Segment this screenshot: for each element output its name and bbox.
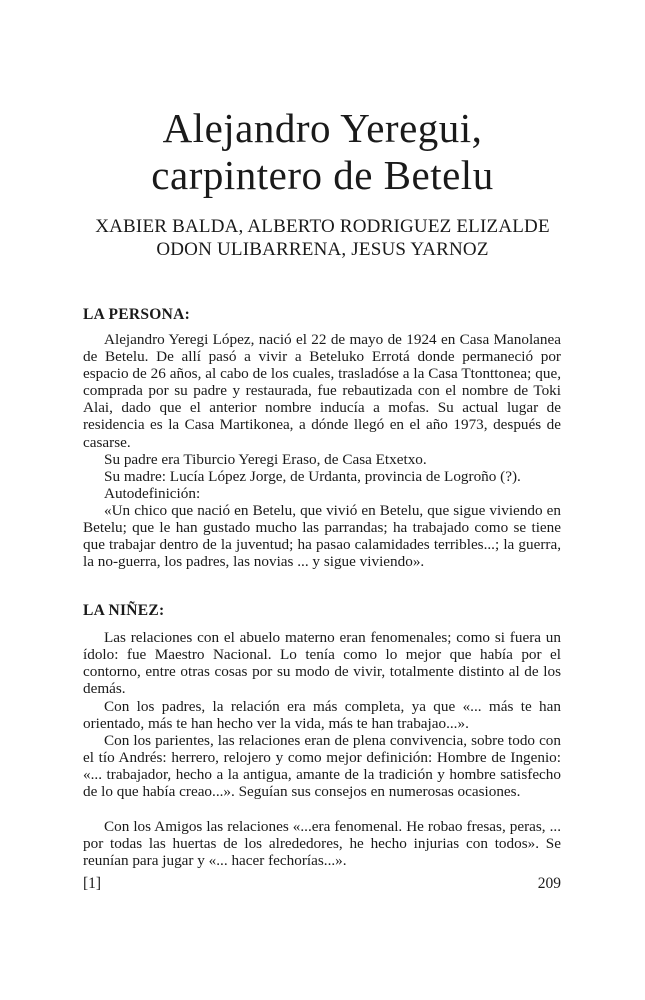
article-title-line-1: Alejandro Yeregui, — [162, 105, 483, 151]
page-marker: [1] — [83, 875, 102, 892]
paragraph: Su madre: Lucía López Jorge, de Urdanta, provincia de Logroño (?). — [104, 468, 521, 485]
article-title-line-2: carpintero de Betelu — [151, 152, 494, 198]
paragraph: «Un chico que nació en Betelu, que vivió en Betelu, que sigue viviendo en Betelu; que le han gustado mucho las parrandas; ha trabajado como se tiene que trabajar dentro de la juventud; ha pasao calamidades terribles...; la guerra, la no-guerra, los padres, las novias ... y sigue viviendo». — [83, 502, 561, 571]
page-number: 209 — [537, 875, 561, 892]
paragraph: Las relaciones con el abuelo materno eran fenomenales; como si fuera un ídolo: fue Maestro Nacional. Lo tenía como lo mejor que había por el contorno, entre otras cosas por su modo de vivir, totalmente distinto al de los demás. — [83, 629, 561, 698]
section-heading-persona: LA PERSONA: — [83, 306, 191, 323]
paragraph: Con los Amigos las relaciones «...era fenomenal. He robao fresas, peras, ... por todas las huertas de los alrededores, he hecho injurias con todos». Se reunían para jugar y «... hacer fechorías...». — [83, 818, 561, 870]
authors-line-2: ODON ULIBARRENA, JESUS YARNOZ — [156, 239, 489, 260]
authors-line-1: XABIER BALDA, ALBERTO RODRIGUEZ ELIZALDE — [95, 216, 550, 237]
paragraph: Con los padres, la relación era más completa, ya que «... más te han orientado, más te han hecho ver la vida, más te han trabajao...». — [83, 698, 561, 733]
paragraph: Autodefinición: — [104, 485, 201, 502]
paragraph: Con los parientes, las relaciones eran de plena convivencia, sobre todo con el tío Andrés: herrero, relojero y como mejor definición: Hombre de Ingenio: «... trabajador, hecho a la antigua, amante de la tradición y hombre satisfecho de lo que había creao...». Seguían sus consejos en numerosas ocasiones. — [83, 732, 561, 801]
paragraph: Alejandro Yeregi López, nació el 22 de mayo de 1924 en Casa Manolanea de Betelu. De allí pasó a vivir a Beteluko Errotá donde permaneció por espacio de 26 años, al cabo de los cuales, trasladóse a la Casa Ttonttonea; que, comprada por su padre y restaurada, fue rebautizada con el nombre de Toki Alai, dado que el anterior nombre inducía a mofas. Su actual lugar de residencia es la Casa Martikonea, a dónde llegó en el año 1973, después de casarse. — [83, 331, 561, 451]
paragraph: Su padre era Tiburcio Yeregi Eraso, de Casa Etxetxo. — [104, 451, 427, 468]
section-heading-ninez: LA NIÑEZ: — [83, 602, 165, 619]
